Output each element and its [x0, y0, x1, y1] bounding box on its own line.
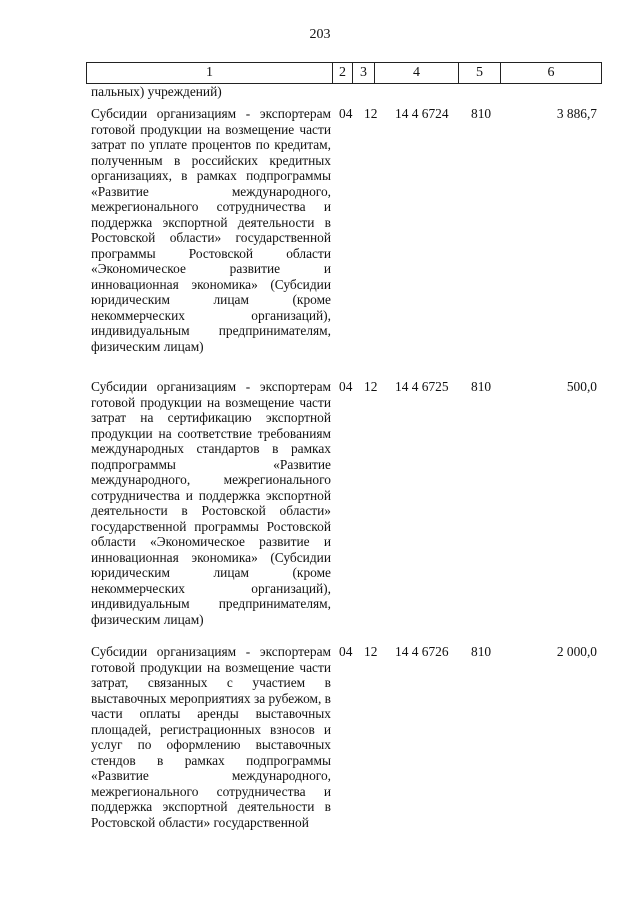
row-2-target-article: 14 4 6725 [395, 379, 449, 394]
row-1-amount: 3 886,7 [556, 106, 597, 121]
continuation-text: пальных) учреждений) [91, 84, 222, 99]
table-header [86, 62, 602, 84]
row-1-expense-type: 810 [471, 106, 492, 121]
row-3-target-article: 14 4 6726 [395, 644, 449, 659]
row-1-target-article: 14 4 6724 [395, 106, 449, 121]
row-2-section: 04 [339, 379, 353, 394]
header-col-5: 5 [459, 63, 501, 84]
row-1-subsection: 12 [364, 106, 378, 121]
page-number: 203 [309, 27, 331, 42]
header-col-1: 1 [87, 63, 333, 84]
header-col-3: 3 [353, 63, 375, 84]
header-col-2: 2 [333, 63, 353, 84]
row-3-expense-type: 810 [471, 644, 492, 659]
row-3-description: Субсидии организациям - экспортерам готовой продукции на возмещение части затрат, связанных с участием в выставочных мероприятиях за рубежом, в части оплаты аренды выставочных площадей, регистрационных взносов и услуг по оформлению выставочных стендов в рамках подпрограммы «Развитие международного, межрегионального сотрудничества и поддержка экспортной деятельности в Ростовской области» государственной [91, 644, 332, 830]
row-3-amount: 2 000,0 [556, 644, 597, 659]
header-col-6: 6 [501, 63, 602, 84]
row-2-expense-type: 810 [471, 379, 492, 394]
row-2-subsection: 12 [364, 379, 378, 394]
row-3-section: 04 [339, 644, 353, 659]
row-1-description: Субсидии организациям - экспортерам готовой продукции на возмещение части затрат по уплате процентов по кредитам, полученным в российских кредитных организациях, в рамках подпрограммы «Развитие международного, межрегионального сотрудничества и поддержка экспортной деятельности в Ростовской области» государственной программы Ростовской области «Экономическое развитие и инновационная экономика» (Субсидии юридическим лицам (кроме некоммерческих организаций), индивидуальным предпринимателям, физическим лицам) [91, 106, 331, 354]
row-3-subsection: 12 [364, 644, 378, 659]
row-2-description: Субсидии организациям - экспортерам готовой продукции на возмещение части затрат на сертификацию экспортной продукции на соответствие требованиям международных стандартов в рамках подпрограммы «Развитие международного, межрегионального сотрудничества и поддержка экспортной деятельности в Ростовской области» государственной программы Ростовской области «Экономическое развитие и инновационная экономика» (Субсидии юридическим лицам (кроме некоммерческих организаций), индивидуальным предпринимателям, физическим лицам) [91, 379, 331, 627]
header-col-4: 4 [375, 63, 459, 84]
row-2-amount: 500,0 [566, 379, 597, 394]
row-1-section: 04 [339, 106, 353, 121]
header-row [87, 63, 602, 84]
